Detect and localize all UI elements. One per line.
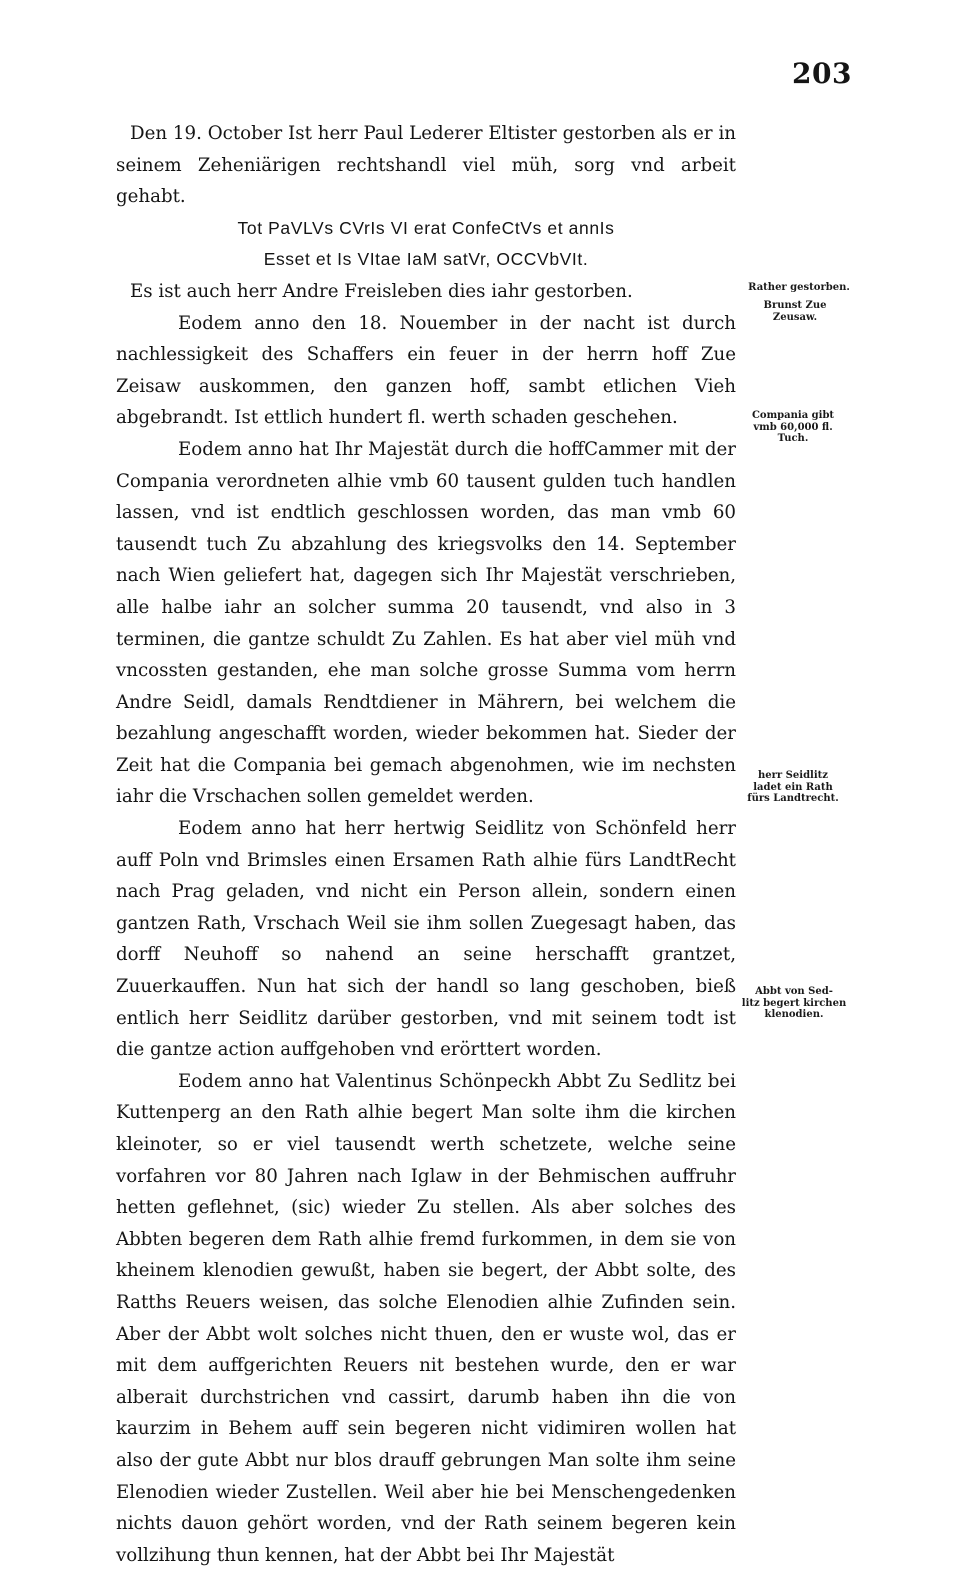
margin-note-brunst-line-2: Zeusaw.: [772, 311, 818, 323]
margin-note-seidlitz-line-1: herr Seidlitz: [758, 770, 828, 781]
paragraph-lederer: Den 19. October Ist herr Paul Lederer Eltister gestorben als er in seinem Zeheniärigen rechtshandl viel müh, sorg vnd arbeit gehabt.: [116, 123, 736, 208]
margin-note-compania-line-1: Compania gibt: [751, 410, 835, 421]
margin-note-brunst: [748, 300, 842, 323]
paragraph-seidlitz: Eodem anno hat herr hertwig Seidlitz von Schönfeld herr auff Poln vnd Brimsles einen Ersamen Rath alhie fürs LandtRecht nach Prag geladen, vnd nicht ein Person allein, sondern einen gantzen Rath, Vrschach Weil sie ihm sollen Zuegesagt haben, das dorff Neuhoff so nahend an seine herschafft grantzet, Zuuerkauffen. Nun hat sich der handl so lang geschoben, bieß entlich herr Seidlitz darüber gestorben, vnd mit seinem todt ist die gantze action auffgehoben vnd erörttert worden.: [116, 818, 736, 1061]
margin-note-compania-line-3: Tuch.: [777, 433, 809, 444]
margin-note-abbt: [738, 986, 850, 1021]
chronogram-line-2: Esset et Is VItae IaM satVr, OCCVbVIt.: [263, 249, 589, 270]
paragraph-abbt: Eodem anno hat Valentinus Schönpeckh Abbt Zu Sedlitz bei Kuttenperg an den Rath alhie begert Man solte ihm die kirchen kleinoter, so er viel tausendt werth schetzete, welche seine vorfahren vor 80 Jahren nach Iglaw in der Behmischen auffruhr hetten geflehnet, (sic) wieder Zu stellen. Als aber solches des Abbten begeren dem Rath alhie fremd furkommen, in dem sie von kheinem klenodien gewußt, haben sie begert, der Abbt solte, des Ratths Reuers weisen, das solche Elenodien alhie Zufinden sein. Aber der Abbt wolt solches nicht thuen, den er wuste wol, das er mit dem auffgerichten Reuers nit bestehen wurde, den er war alberait durchstrichen vnd cassirt, darumb haben ihn die von kaurzim in Behem auff sein begeren nicht vidimiren wollen hat also der gute Abbt nur blos drauff gebrungen Man solte ihm seine Elenodien wieder Zustellen. Weil aber hie bei Menschengedenken nichts dauon gehört worden, vnd der Rath seinem begeren kein vollzihung thun kennen, hat der Abbt bei Ihr Majestät: [116, 1070, 736, 1566]
margin-note-abbt-line-3: klenodien.: [764, 1009, 824, 1020]
margin-note-abbt-line-1: Abbt von Sed-: [755, 986, 833, 997]
main-text-block: [116, 118, 736, 1571]
margin-note-rather: [748, 282, 850, 294]
margin-note-abbt-line-2: litz begert kirchen: [741, 997, 847, 1009]
chronogram-line-1: Tot PaVLVs CVrIs VI erat ConfeCtVs et annIs: [237, 217, 615, 238]
margin-note-compania-line-2: vmb 60,000 fl.: [753, 421, 833, 433]
margin-note-seidlitz-line-3: fürs Landtrecht.: [747, 793, 839, 804]
paragraph-fire: Eodem anno den 18. Nouember in der nacht ist durch nachlessigkeit des Schaffers ein feuer in der herrn hoff Zue Zeisaw auskommen, den ganzen hoff, sambt etlichen Vieh abgebrandt. Ist ettlich hundert fl. werth schaden geschehen.: [116, 312, 736, 429]
margin-note-rather-text: Rather gestorben.: [748, 282, 850, 293]
paragraph-compania: Eodem anno hat Ihr Majestät durch die hoffCammer mit der Compania verordneten alhie vmb 60 tausent gulden tuch handlen lassen, vnd ist endtlich geschlossen worden, das man vmb 60 tausendt tuch Zu abzahlung des kriegsvolks den 14. September nach Wien geliefert hat, dagegen sich Ihr Majestät verschrieben, alle halbe iahr an solcher summa 20 tausendt, vnd also in 3 terminen, die gantze schuldt Zu Zahlen. Es hat aber viel müh vnd vncossten gestanden, ehe man solche grosse Summa vom herrn Andre Seidl, damals Rendtdiener in Mährern, bei welchem die bezahlung angeschafft worden, wieder bekommen hat. Sieder der Zeit hat die Compania bei gemach abgenohmen, wie im nechsten iahr die Vrschachen sollen gemeldet werden.: [116, 438, 736, 808]
page-number: 203: [792, 57, 852, 90]
margin-note-seidlitz: [740, 770, 846, 805]
paragraph-freisleben: Es ist auch herr Andre Freisleben dies iahr gestorben.: [130, 280, 633, 302]
margin-note-brunst-line-1: Brunst Zue: [763, 300, 827, 311]
margin-note-compania: [740, 410, 846, 445]
margin-note-seidlitz-line-2: ladet ein Rath: [753, 781, 833, 793]
